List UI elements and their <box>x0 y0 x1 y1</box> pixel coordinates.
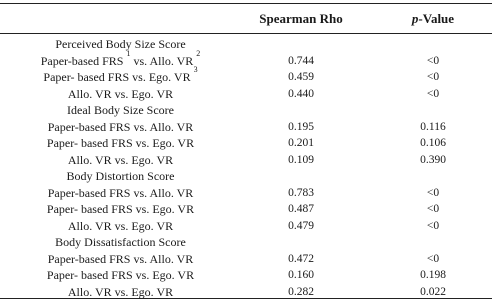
footnote-marker: 3 <box>193 65 198 74</box>
row-label-text: Body Distortion Score <box>66 169 175 183</box>
table-row <box>0 102 492 119</box>
row-label-text: Paper- based FRS vs. Ego. VR <box>46 202 195 216</box>
rho-cell: 0.160 <box>288 269 314 281</box>
table-row <box>0 168 492 185</box>
p-value-cell: 0.390 <box>420 153 446 166</box>
p-value-cell: <0 <box>426 186 440 199</box>
rho-cell: 0.201 <box>288 137 314 149</box>
row-label <box>0 135 241 152</box>
row-label-text: Paper- based FRS vs. Ego. VR <box>46 268 195 282</box>
table-row <box>0 119 492 136</box>
header-rule <box>0 33 492 34</box>
row-label <box>0 102 241 119</box>
bottom-rule <box>0 298 492 299</box>
row-label <box>0 48 241 70</box>
rho-cell: 0.783 <box>288 186 314 199</box>
p-value-cell: <0 <box>426 54 440 67</box>
rho-cell: 0.472 <box>288 252 314 265</box>
table-row <box>0 48 492 70</box>
p-value-cell: 0.106 <box>420 137 446 149</box>
table-row <box>0 267 492 284</box>
header-p-value <box>374 11 492 27</box>
table-row <box>0 86 492 103</box>
row-label-text: Ideal Body Size Score <box>67 103 174 117</box>
row-label-text: Paper-based FRS vs. Allo. VR <box>47 119 194 134</box>
row-label <box>0 168 241 185</box>
rho-cell: 0.109 <box>288 153 314 166</box>
row-label <box>0 218 241 235</box>
row-label <box>0 251 241 268</box>
row-label-text-cont: vs. Allo. VR <box>130 53 197 68</box>
p-value-cell: 0.116 <box>420 120 446 133</box>
p-value-cell: <0 <box>426 203 440 215</box>
table-row <box>0 218 492 235</box>
row-label-text: Paper-based FRS vs. Allo. VR <box>47 251 194 266</box>
row-label-text: Allo. VR vs. Ego. VR <box>67 284 174 299</box>
row-label-text: Paper-based FRS <box>40 53 127 68</box>
row-label-text: Paper- based FRS vs. Ego. VR <box>43 70 194 84</box>
table-row <box>0 201 492 218</box>
row-label <box>0 36 241 53</box>
top-rule <box>0 3 492 4</box>
p-value-cell: <0 <box>426 71 440 83</box>
row-label <box>0 65 241 86</box>
footnote-marker: 1 <box>126 48 131 58</box>
row-label-text: Allo. VR vs. Ego. VR <box>67 152 174 167</box>
p-value-cell: <0 <box>426 87 440 100</box>
rho-cell: 0.282 <box>288 285 314 298</box>
header-p-rest: -Value <box>418 11 455 26</box>
footnote-marker: 2 <box>196 48 201 58</box>
row-label <box>0 185 241 202</box>
row-label <box>0 86 241 103</box>
rho-cell: 0.440 <box>288 87 314 100</box>
table-row <box>0 251 492 268</box>
table-row <box>0 36 492 53</box>
p-value-cell: 0.022 <box>420 285 446 298</box>
table-row <box>0 135 492 152</box>
header-p-italic: p <box>411 11 419 26</box>
table-header <box>0 6 492 30</box>
rho-cell: 0.459 <box>288 71 314 83</box>
row-label-text: Paper-based FRS vs. Allo. VR <box>47 185 194 200</box>
rho-cell: 0.487 <box>288 203 314 215</box>
row-label-text: Perceived Body Size Score <box>55 37 186 51</box>
row-label <box>0 267 241 284</box>
row-label-text: Paper- based FRS vs. Ego. VR <box>46 136 195 150</box>
row-label <box>0 234 241 251</box>
row-label-text: Allo. VR vs. Ego. VR <box>67 86 174 101</box>
table-row <box>0 185 492 202</box>
row-label-text: Body Dissatisfaction Score <box>55 235 186 249</box>
row-label <box>0 201 241 218</box>
table-row <box>0 152 492 169</box>
p-value-cell: 0.198 <box>420 269 446 281</box>
header-spearman-rho: Spearman Rho <box>259 11 343 26</box>
p-value-cell: <0 <box>426 219 440 232</box>
rho-cell: 0.744 <box>288 54 314 67</box>
row-label <box>0 152 241 169</box>
table-row <box>0 65 492 86</box>
p-value-cell: <0 <box>426 252 440 265</box>
table-body <box>0 36 492 300</box>
row-label-text: Allo. VR vs. Ego. VR <box>67 218 174 233</box>
row-label <box>0 119 241 136</box>
table-row <box>0 234 492 251</box>
rho-cell: 0.479 <box>288 219 314 232</box>
rho-cell: 0.195 <box>288 120 314 133</box>
